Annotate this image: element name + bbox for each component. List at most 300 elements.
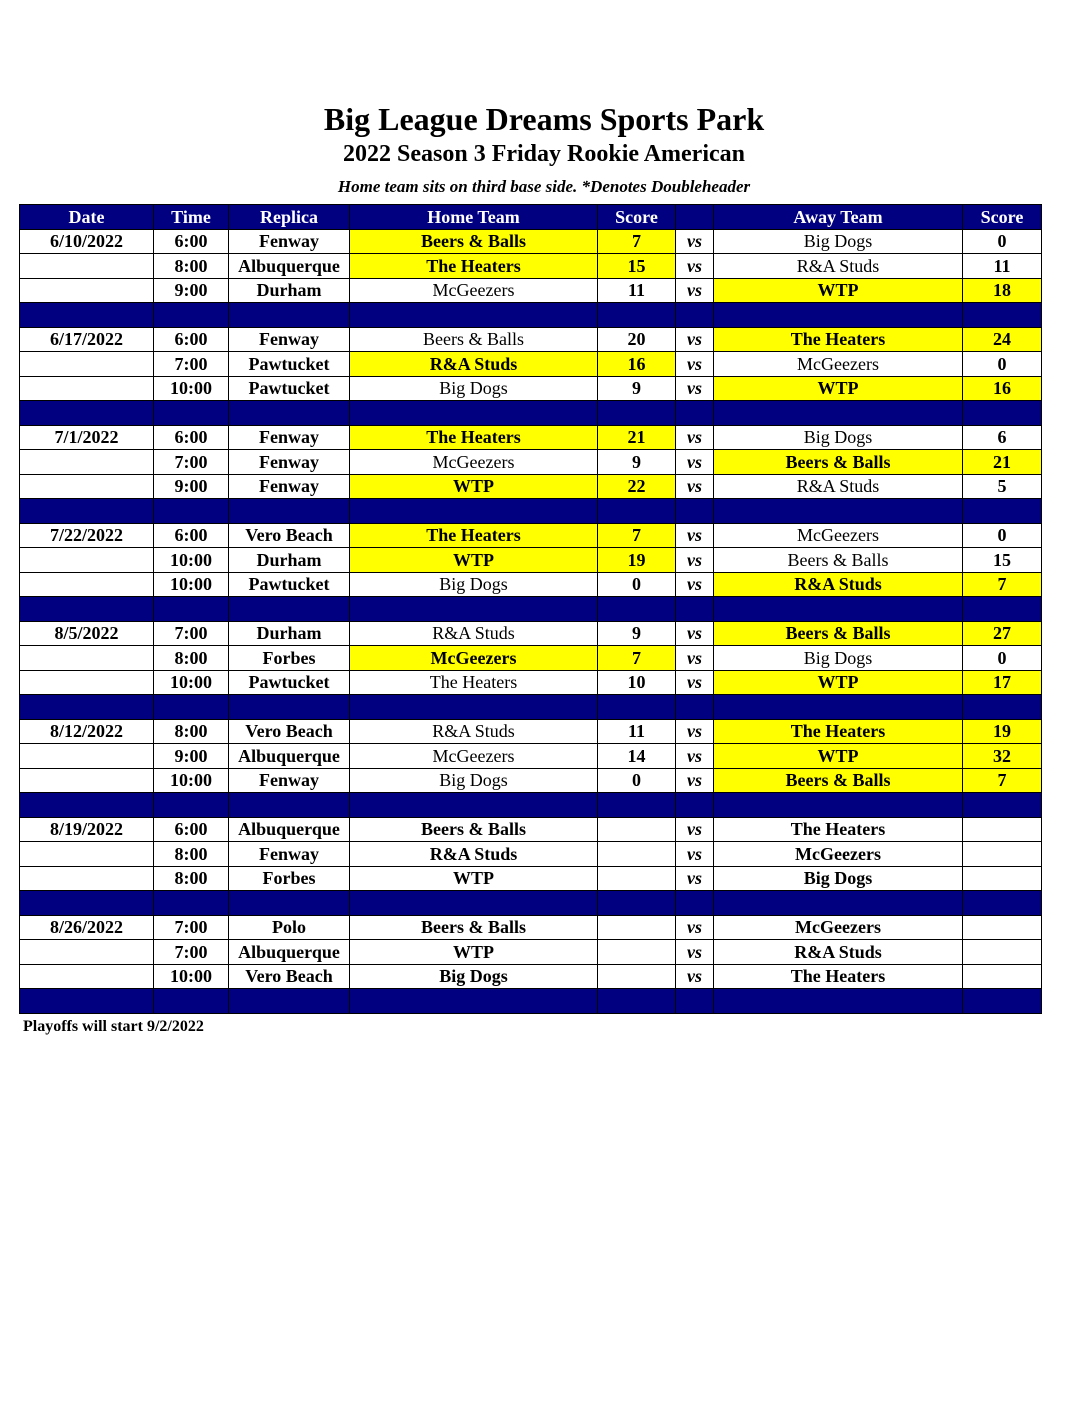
away-team: WTP [714,744,963,769]
separator-cell [676,695,714,720]
separator-cell [20,793,154,818]
home-score: 22 [598,474,676,499]
away-score: 21 [963,450,1042,475]
game-date [20,474,154,499]
game-time: 10:00 [154,768,229,793]
home-score [598,964,676,989]
separator-cell [229,695,350,720]
away-team: WTP [714,670,963,695]
separator-cell [963,989,1042,1014]
game-row [20,523,1042,548]
home-team: The Heaters [350,254,598,279]
vs-label: vs [676,548,714,573]
home-score [598,940,676,965]
away-team: Beers & Balls [714,450,963,475]
away-team: The Heaters [714,964,963,989]
game-replica: Fenway [229,768,350,793]
game-time: 8:00 [154,842,229,867]
game-time: 9:00 [154,744,229,769]
home-team: McGeezers [350,646,598,671]
game-date [20,450,154,475]
separator-cell [20,989,154,1014]
week-separator-row [20,793,1042,818]
vs-label: vs [676,352,714,377]
home-team: R&A Studs [350,842,598,867]
game-date: 8/5/2022 [20,621,154,646]
vs-label: vs [676,744,714,769]
home-score [598,817,676,842]
home-score: 9 [598,376,676,401]
vs-label: vs [676,940,714,965]
game-replica: Pawtucket [229,670,350,695]
home-team: Beers & Balls [350,817,598,842]
separator-cell [676,989,714,1014]
header-home-score: Score [598,205,676,230]
separator-cell [598,989,676,1014]
game-time: 10:00 [154,572,229,597]
game-replica: Vero Beach [229,719,350,744]
away-score: 0 [963,646,1042,671]
separator-cell [154,303,229,328]
game-date [20,866,154,891]
game-row [20,768,1042,793]
separator-cell [963,303,1042,328]
separator-cell [598,303,676,328]
separator-cell [598,793,676,818]
game-row [20,964,1042,989]
game-row [20,866,1042,891]
playoffs-note: Playoffs will start 9/2/2022 [23,1018,204,1035]
home-score: 16 [598,352,676,377]
home-score: 7 [598,229,676,254]
game-row [20,278,1042,303]
away-team: Beers & Balls [714,768,963,793]
game-replica: Vero Beach [229,523,350,548]
vs-label: vs [676,768,714,793]
game-row [20,450,1042,475]
separator-cell [714,989,963,1014]
away-team: Beers & Balls [714,548,963,573]
home-team: Beers & Balls [350,915,598,940]
game-replica: Vero Beach [229,964,350,989]
separator-cell [963,793,1042,818]
separator-cell [350,597,598,622]
home-team: McGeezers [350,450,598,475]
game-row [20,229,1042,254]
game-row [20,254,1042,279]
vs-label: vs [676,842,714,867]
home-team: McGeezers [350,744,598,769]
separator-cell [714,303,963,328]
home-team: The Heaters [350,425,598,450]
week-separator-row [20,303,1042,328]
game-row [20,719,1042,744]
separator-cell [350,891,598,916]
game-replica: Durham [229,278,350,303]
home-score: 21 [598,425,676,450]
game-replica: Albuquerque [229,744,350,769]
game-row [20,572,1042,597]
away-team: McGeezers [714,352,963,377]
game-replica: Durham [229,621,350,646]
separator-cell [963,891,1042,916]
separator-cell [154,597,229,622]
game-row [20,817,1042,842]
game-row [20,327,1042,352]
page-title: Big League Dreams Sports Park [323,101,765,137]
away-score: 18 [963,278,1042,303]
separator-cell [714,401,963,426]
away-team: R&A Studs [714,940,963,965]
away-score: 0 [963,352,1042,377]
separator-cell [20,499,154,524]
table-header-row [20,205,1042,230]
game-replica: Fenway [229,327,350,352]
away-score: 7 [963,572,1042,597]
game-time: 7:00 [154,940,229,965]
away-team: WTP [714,376,963,401]
vs-label: vs [676,474,714,499]
game-row [20,842,1042,867]
vs-label: vs [676,964,714,989]
game-time: 10:00 [154,670,229,695]
separator-cell [20,695,154,720]
game-date: 6/10/2022 [20,229,154,254]
week-separator-row [20,989,1042,1014]
game-date [20,670,154,695]
game-date [20,254,154,279]
away-team: R&A Studs [714,572,963,597]
home-score: 0 [598,572,676,597]
game-date: 8/26/2022 [20,915,154,940]
home-team: Beers & Balls [350,327,598,352]
game-row [20,352,1042,377]
game-date [20,572,154,597]
separator-cell [229,597,350,622]
page-subtitle: 2022 Season 3 Friday Rookie American [343,141,745,167]
separator-cell [350,989,598,1014]
away-score: 0 [963,229,1042,254]
away-team: Big Dogs [714,866,963,891]
home-score: 11 [598,719,676,744]
separator-cell [350,303,598,328]
game-row [20,744,1042,769]
schedule-note: Home team sits on third base side. *Denotes Doubleheader [337,177,751,196]
game-row [20,474,1042,499]
home-team: WTP [350,866,598,891]
separator-cell [20,401,154,426]
away-score: 5 [963,474,1042,499]
game-time: 6:00 [154,817,229,842]
game-time: 7:00 [154,621,229,646]
separator-cell [963,695,1042,720]
away-score: 15 [963,548,1042,573]
game-time: 7:00 [154,352,229,377]
away-score [963,915,1042,940]
vs-label: vs [676,646,714,671]
game-replica: Fenway [229,474,350,499]
home-team: R&A Studs [350,719,598,744]
vs-label: vs [676,572,714,597]
header-replica: Replica [229,205,350,230]
game-replica: Fenway [229,450,350,475]
separator-cell [229,891,350,916]
game-time: 6:00 [154,229,229,254]
away-score: 7 [963,768,1042,793]
home-score: 20 [598,327,676,352]
away-score [963,842,1042,867]
away-team: R&A Studs [714,254,963,279]
separator-cell [350,695,598,720]
game-date [20,940,154,965]
separator-cell [676,499,714,524]
home-team: WTP [350,474,598,499]
separator-cell [20,303,154,328]
separator-cell [714,793,963,818]
home-score: 9 [598,621,676,646]
game-date: 8/12/2022 [20,719,154,744]
home-team: McGeezers [350,278,598,303]
away-score: 19 [963,719,1042,744]
game-date [20,548,154,573]
separator-cell [598,597,676,622]
header-date: Date [20,205,154,230]
week-separator-row [20,695,1042,720]
separator-cell [154,793,229,818]
separator-cell [963,401,1042,426]
game-replica: Durham [229,548,350,573]
home-team: Big Dogs [350,768,598,793]
away-team: McGeezers [714,842,963,867]
game-replica: Pawtucket [229,376,350,401]
game-replica: Polo [229,915,350,940]
game-time: 7:00 [154,915,229,940]
game-date [20,768,154,793]
vs-label: vs [676,278,714,303]
game-date: 7/22/2022 [20,523,154,548]
game-date: 8/19/2022 [20,817,154,842]
game-time: 6:00 [154,425,229,450]
week-separator-row [20,597,1042,622]
away-score: 11 [963,254,1042,279]
header-time: Time [154,205,229,230]
home-score: 10 [598,670,676,695]
week-separator-row [20,891,1042,916]
home-team: R&A Studs [350,352,598,377]
home-score: 9 [598,450,676,475]
game-replica: Fenway [229,425,350,450]
game-replica: Pawtucket [229,352,350,377]
home-score: 7 [598,523,676,548]
game-replica: Albuquerque [229,817,350,842]
away-team: Big Dogs [714,425,963,450]
vs-label: vs [676,523,714,548]
vs-label: vs [676,621,714,646]
vs-label: vs [676,719,714,744]
separator-cell [598,401,676,426]
game-replica: Fenway [229,842,350,867]
away-team: McGeezers [714,915,963,940]
header-away-score: Score [963,205,1042,230]
home-team: WTP [350,940,598,965]
home-score: 7 [598,646,676,671]
game-date [20,352,154,377]
game-date [20,646,154,671]
game-date [20,842,154,867]
week-separator-row [20,499,1042,524]
home-score: 15 [598,254,676,279]
game-time: 10:00 [154,548,229,573]
game-row [20,940,1042,965]
game-time: 8:00 [154,254,229,279]
home-team: Beers & Balls [350,229,598,254]
vs-label: vs [676,376,714,401]
home-score: 19 [598,548,676,573]
separator-cell [714,499,963,524]
game-row [20,425,1042,450]
separator-cell [154,989,229,1014]
separator-cell [229,793,350,818]
away-team: McGeezers [714,523,963,548]
away-team: WTP [714,278,963,303]
away-score: 24 [963,327,1042,352]
game-replica: Albuquerque [229,940,350,965]
away-team: The Heaters [714,817,963,842]
away-score: 17 [963,670,1042,695]
game-row [20,376,1042,401]
separator-cell [229,499,350,524]
game-time: 9:00 [154,278,229,303]
schedule-body [20,229,1042,1013]
away-score: 16 [963,376,1042,401]
game-time: 8:00 [154,646,229,671]
header-away-team: Away Team [714,205,963,230]
separator-cell [154,891,229,916]
away-team: Big Dogs [714,229,963,254]
vs-label: vs [676,254,714,279]
game-row [20,670,1042,695]
game-row [20,548,1042,573]
game-time: 10:00 [154,964,229,989]
home-score [598,842,676,867]
separator-cell [676,891,714,916]
game-replica: Forbes [229,866,350,891]
game-time: 10:00 [154,376,229,401]
separator-cell [20,597,154,622]
vs-label: vs [676,866,714,891]
game-date [20,376,154,401]
game-date: 7/1/2022 [20,425,154,450]
separator-cell [714,695,963,720]
game-time: 9:00 [154,474,229,499]
home-team: Big Dogs [350,572,598,597]
separator-cell [154,401,229,426]
separator-cell [350,401,598,426]
home-score: 14 [598,744,676,769]
vs-label: vs [676,229,714,254]
game-time: 8:00 [154,866,229,891]
vs-label: vs [676,670,714,695]
separator-cell [676,401,714,426]
game-replica: Albuquerque [229,254,350,279]
separator-cell [350,499,598,524]
home-team: The Heaters [350,670,598,695]
header-home-team: Home Team [350,205,598,230]
header-vs [676,205,714,230]
vs-label: vs [676,425,714,450]
home-team: Big Dogs [350,376,598,401]
separator-cell [154,695,229,720]
away-score [963,940,1042,965]
separator-cell [20,891,154,916]
game-replica: Forbes [229,646,350,671]
away-score [963,964,1042,989]
game-time: 8:00 [154,719,229,744]
home-team: The Heaters [350,523,598,548]
schedule-table [19,204,1042,1014]
game-date [20,278,154,303]
away-score [963,817,1042,842]
separator-cell [963,499,1042,524]
vs-label: vs [676,915,714,940]
separator-cell [676,597,714,622]
game-row [20,621,1042,646]
game-date [20,964,154,989]
separator-cell [229,989,350,1014]
home-team: R&A Studs [350,621,598,646]
separator-cell [598,695,676,720]
game-time: 6:00 [154,327,229,352]
vs-label: vs [676,327,714,352]
away-team: The Heaters [714,327,963,352]
away-score: 32 [963,744,1042,769]
separator-cell [598,499,676,524]
week-separator-row [20,401,1042,426]
game-time: 7:00 [154,450,229,475]
away-score: 0 [963,523,1042,548]
game-replica: Fenway [229,229,350,254]
game-date: 6/17/2022 [20,327,154,352]
game-row [20,915,1042,940]
home-score [598,866,676,891]
away-team: Big Dogs [714,646,963,671]
game-replica: Pawtucket [229,572,350,597]
separator-cell [714,891,963,916]
away-score: 27 [963,621,1042,646]
home-score [598,915,676,940]
separator-cell [676,793,714,818]
game-time: 6:00 [154,523,229,548]
separator-cell [598,891,676,916]
home-team: WTP [350,548,598,573]
home-score: 11 [598,278,676,303]
vs-label: vs [676,450,714,475]
home-score: 0 [598,768,676,793]
away-score [963,866,1042,891]
away-team: R&A Studs [714,474,963,499]
game-row [20,646,1042,671]
away-team: Beers & Balls [714,621,963,646]
game-date [20,744,154,769]
separator-cell [676,303,714,328]
separator-cell [963,597,1042,622]
away-score: 6 [963,425,1042,450]
home-team: Big Dogs [350,964,598,989]
separator-cell [154,499,229,524]
separator-cell [229,303,350,328]
separator-cell [229,401,350,426]
vs-label: vs [676,817,714,842]
